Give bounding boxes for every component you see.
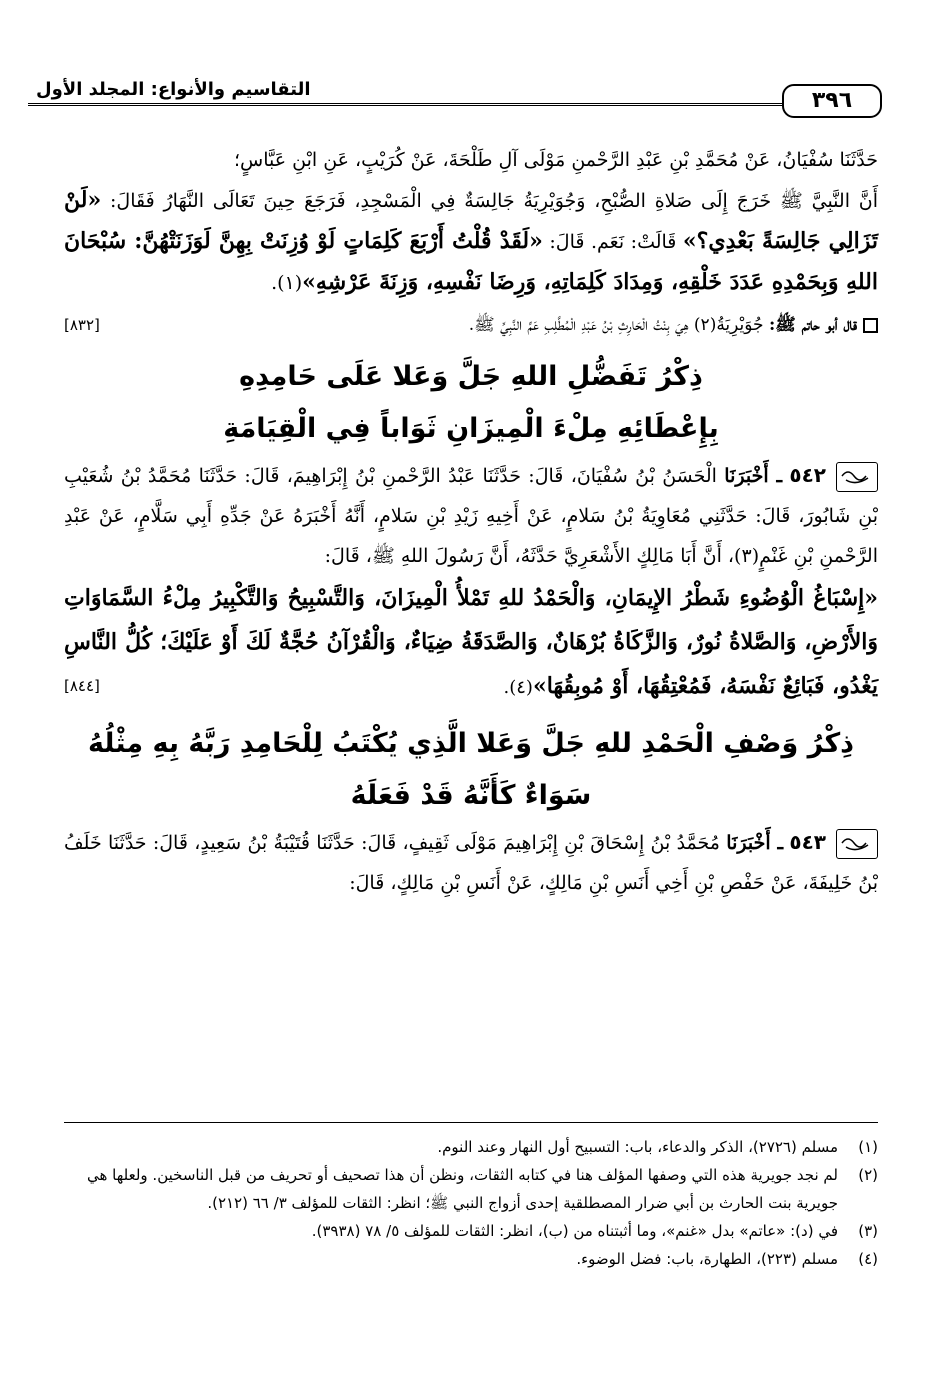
footnote-text: مسلم (٢٢٣)، الطهارة، باب: فضل الوضوء. (576, 1250, 838, 1268)
footnotes (64, 1122, 878, 1273)
footnote-text: لم نجد جويرية هذه التي وصفها المؤلف هنا في كتابه الثقات، ونظن أن هذا تصحيف أو تحريف من قبل الناسخين. ولعلها هي جويرية بنت الحارث بن أبي ضرار المصطلقية إحدى أزواج النبي ﷺ؛ انظر: الثقات للمؤلف ٣/ ٦٦ (٢١٢). (86, 1166, 838, 1212)
prophet-quote: «لَقَدْ قُلْتُ أَرْبَعَ كَلِمَاتٍ لَوْ وُزِنَتْ بِهِنَّ لَوَزَنَتْهُنَّ: سُبْحَانَ اللهِ وَبِحَمْدِهِ عَدَدَ خَلْقِهِ، وَمِدَادَ كَلِمَاتِهِ، وَرِضَا نَفْسِهِ، وَزِنَةَ عَرْشِهِ» (64, 228, 878, 295)
footnote (64, 1133, 878, 1161)
narrative-text: قَالَتْ: نَعَم. قَالَ: (542, 231, 683, 253)
running-header (28, 74, 882, 114)
hadith-ref: [٨٣٢] (64, 316, 100, 334)
narrative-text: أَنَّ النَّبِيَّ ﷺ خَرَجَ إِلَى صَلاةِ الصُّبْحِ، وَجُوَيْرِيَةُ جَالِسَةٌ فِي الْمَسْجِدِ، فَرَجَعَ حِينَ تَعَالَى النَّهَارُ فَقَالَ: (101, 190, 878, 212)
prophet-quote: «لَنْ تَزَالِي جَالِسَةً بَعْدِي؟» (64, 187, 878, 254)
chapter-heading (64, 718, 878, 822)
hadith-isnad (64, 455, 878, 576)
header-rule (28, 103, 882, 106)
chapter-heading (64, 351, 878, 455)
akhbarana-word: ـ أَخْبَرَنَا (726, 832, 784, 854)
footnote (64, 1245, 878, 1273)
hadith-isnad (64, 822, 878, 903)
commentary-speaker: قال أبو حاتم ﷺ: (768, 315, 857, 335)
footnote-marker: (٤). (503, 677, 533, 698)
hadith-ornament-icon (836, 829, 878, 859)
commentary-text: جُوَيْرِيَةُ(٢) هِيَ بِنْتُ الْحَارِثِ بْنُ عَبْدِ الْمُطَّلِبِ عَمِّ النَّبِيِّ ﷺ. (468, 315, 769, 335)
hadith-narrative (64, 180, 878, 303)
footnote-text: مسلم (٢٧٢٦)، الذكر والدعاء، باب: التسبيح أول النهار وعند النوم. (437, 1138, 838, 1156)
hadith-ref: [٨٤٤] (64, 677, 100, 695)
footnote-number: (٤) (858, 1250, 878, 1268)
main-text (64, 140, 878, 903)
page-number: ٣٩٦ (782, 84, 882, 118)
commentary-note (64, 307, 878, 343)
footnote-text: في (د): «عاتم» بدل «غنم»، وما أثبتناه من (ب)، انظر: الثقات للمؤلف ٥/ ٧٨ (٣٩٣٨). (311, 1222, 838, 1240)
footnote (64, 1161, 878, 1217)
hadith-number: ٥٤٢ (789, 463, 827, 487)
hadith-ornament-icon (836, 462, 878, 492)
isnad-text: مُحَمَّدُ بْنُ إِسْحَاقَ بْنِ إِبْرَاهِيمَ مَوْلَى ثَقِيفٍ، قَالَ: حَدَّثَنَا قُتَيْبَةُ بْنُ سَعِيدٍ، قَالَ: حَدَّثَنَا خَلَفُ بْنُ خَلِيفَةَ، عَنْ حَفْصِ بْنِ أَخِي أَنَسِ بْنِ مَالِكٍ، عَنْ أَنَسِ بْنِ مَالِكٍ، قَالَ: (64, 832, 878, 894)
chapter-heading-line: بِإِعْطَائِهِ مِلْءَ الْمِيزَانِ ثَوَاباً فِي الْقِيَامَةِ (223, 413, 719, 444)
akhbarana-word: ـ أَخْبَرَنَا (724, 465, 783, 487)
square-marker-icon (863, 318, 878, 333)
isnad-continuation: حَدَّثَنَا سُفْيَانُ، عَنْ مُحَمَّدِ بْنِ عَبْدِ الرَّحْمنِ مَوْلَى آلِ طَلْحَةَ، عَنْ كُرَيْبٍ، عَنِ ابْنِ عَبَّاسٍ؛ (234, 149, 878, 171)
chapter-heading-line: ذِكْرُ تَفَضُّلِ اللهِ جَلَّ وَعَلا عَلَى حَامِدِهِ (239, 361, 703, 392)
footnote-number: (٢) (858, 1166, 878, 1184)
isnad-text: الْحَسَنُ بْنُ سُفْيَانَ، قَالَ: حَدَّثَنَا عَبْدُ الرَّحْمنِ بْنُ إِبْرَاهِيمَ، قَالَ: حَدَّثَنَا مُحَمَّدُ بْنُ شُعَيْبِ بْنِ شَابُورَ، قَالَ: حَدَّثَنِي مُعَاوِيَةُ بْنُ سَلامٍ، عَنْ أَخِيهِ زَيْدِ بْنِ سَلامٍ، أَنَّهُ أَخْبَرَهُ عَنْ جَدِّهِ أَبِي سَلَّامٍ، عَنْ عَبْدِ الرَّحْمنِ بْنِ غَنْمٍ(٣)، أَنَّ أَبَا مَالِكٍ الأَشْعَرِيَّ حَدَّثَهُ، أَنَّ رَسُولَ اللهِ ﷺ، قَالَ: (64, 465, 878, 567)
chapter-heading-line: ذِكْرُ وَصْفِ الْحَمْدِ للهِ جَلَّ وَعَلا الَّذِي يُكْتَبُ لِلْحَامِدِ رَبَّهُ بِهِ مِثْلُهُ (87, 728, 855, 759)
chapter-heading-line: سَوَاءٌ كَأَنَّهُ قَدْ فَعَلَهُ (350, 780, 592, 811)
matn-text: «إِسْبَاغُ الْوُضُوءِ شَطْرُ الإِيمَانِ، وَالْحَمْدُ للهِ تَمْلأُ الْمِيزَانَ، وَالتَّسْبِيحُ وَالتَّكْبِيرُ مِلْءُ السَّمَاوَاتِ وَالأَرْضِ، وَالصَّلاةُ نُورٌ، وَالزَّكَاةُ بُرْهَانٌ، وَالصَّدَقَةُ ضِيَاءٌ، وَالْقُرْآنُ حُجَّةٌ لَكَ أَوْ عَلَيْكَ؛ كُلُّ النَّاسِ يَغْدُو، فَبَائِعٌ نَفْسَهُ، فَمُعْتِقُهَا، أَوْ مُوبِقُهَا» (64, 585, 878, 699)
hadith-matn (64, 576, 878, 710)
footnote-number: (١) (858, 1138, 878, 1156)
footnote-marker: (١). (271, 272, 303, 294)
running-title: التقاسيم والأنواع: المجلد الأول (28, 78, 319, 102)
footnote (64, 1217, 878, 1245)
hadith-number: ٥٤٣ (789, 830, 826, 854)
footnote-number: (٣) (858, 1222, 878, 1240)
